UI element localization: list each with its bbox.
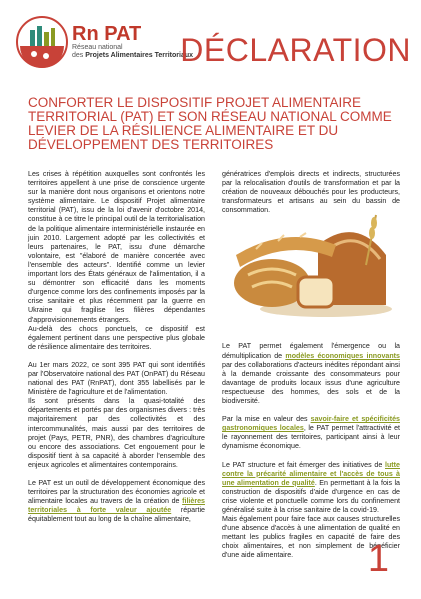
paragraph: Les crises à répétition auxquelles sont confrontés les territoires appellent à une prise de conscience urgente sur la manière dont nous organisons et orientons notre système alimentaire. Le dispositif Projet alimentaire territorial (PAT), issu de la loi d'avenir d'octobre 2014, constitue à ce titre le principal outil de la territorialisation de la politique alimentaire interministérielle instaurée en juin 2010. Largement adopté par les collectivités et leurs partenaires, le PAT, issu d'une démarche volontaire, est "élaboré de manière concertée avec l'ensemble des acteurs". Identifié comme un levier important lors des États généraux de l'alimentation, il a su démontrer son efficacité dans les moments d'urgence comme lors des confinements imposés par la crise sanitaire et plus récemment par la guerre en Ukraine qui fragilise les filières dépendantes d'approvisionnements étrangers. Au-delà des chocs ponctuels, ce dispositif est également pertinent dans une perspective plus globale de résilience alimentaire des territoires. [28, 170, 205, 351]
bread-illustration [226, 205, 398, 321]
highlight-modeles: modèles économiques innovants [285, 351, 400, 360]
page-title: CONFORTER LE DISPOSITIF PROJET ALIMENTAIRE TERRITORIAL (PAT) ET SON RÉSEAU NATIONAL COMME LEVIER DE LA RÉSILIENCE ALIMENTAIRE ET DU DÉVELOPPEMENT DES TERRITOIRES [28, 95, 392, 152]
left-column [28, 170, 205, 533]
brand-line1: Réseau national [72, 44, 123, 51]
paragraph: Au 1er mars 2022, ce sont 395 PAT qui sont identifiés par l'Observatoire national des PAT (OnPAT) du Réseau national des PAT (RnPAT), dont 355 labellisés par le Ministère de l'agriculture et de l'alimentation. Ils sont présents dans la quasi-totalité des départements et portés par des organismes divers : très majoritairement par des collectivités et des intercommunalités, mais aussi par des territoires de projet (Pays, PETR, PNR), des chambres d'agriculture ou encore des associations. Cet engouement pour le dispositif tient à sa capacité à aborder l'ensemble des enjeux agricoles et alimentaires contemporains. [28, 360, 205, 469]
brand-name: Rn PAT [72, 23, 142, 45]
rnpat-logo [16, 16, 68, 68]
brand-line2: des Projets Alimentaires Territoriaux [72, 52, 194, 59]
highlight-savoir-faire: savoir-faire et spécificités gastronomiques locales [222, 415, 400, 433]
paragraph: génératrices d'emplois directs et indirects, structurées par la relocalisation d'outils de transformation et par la création de nouveaux débouchés pour les producteurs, transformateurs et artisans au sein du bassin de consommation. [222, 170, 400, 215]
highlight-filieres: filières territoriales à forte valeur ajoutée [28, 497, 205, 515]
highlight-precarite: lutte contre la précarité alimentaire et l'accès de tous à une alimentation de qualité [222, 460, 400, 487]
paragraph: Le PAT structure et fait émerger des initiatives de lutte contre la précarité alimentaire et l'accès de tous à une alimentation de qualité. En permettant à la fois la construction de dispositifs d'aide d'urgence en cas de crise violente et ponctuelle comme lors du confinement généralisé suite à la crise sanitaire de la covid-19. Mais également pour faire face aux causes structurelles d'une absence d'accès à une alimentation de qualité en mettant les publics fragiles en capacité de faire des choix alimentaires, et non simplement de bénéficier d'une aide alimentaire. [222, 460, 400, 560]
page-number: 1 [367, 538, 389, 580]
paragraph: Le PAT est un outil de développement économique des territoires par la structuration des économies agricole et alimentaire locales au travers de la création de filières territoriales à forte valeur ajoutée répartie équitablement tout au long de la chaîne alimentaire, [28, 479, 205, 524]
paragraph: Par la mise en valeur des savoir-faire et spécificités gastronomiques locales, le PAT permet l'attractivité et le rayonnement des territoires, participant ainsi à leur dynamisme économique. [222, 415, 400, 451]
brand-block [72, 24, 193, 60]
declaration-heading: DÉCLARATION [180, 32, 411, 68]
paragraph: Le PAT permet également l'émergence ou la démultiplication de modèles économiques innovants par des collaborations d'acteurs inédites répondant ainsi à la demande croissante des consommateurs pour davantage de produits locaux issus d'une agriculture respectueuse des hommes, des sols et de la biodiversité. [222, 342, 400, 406]
